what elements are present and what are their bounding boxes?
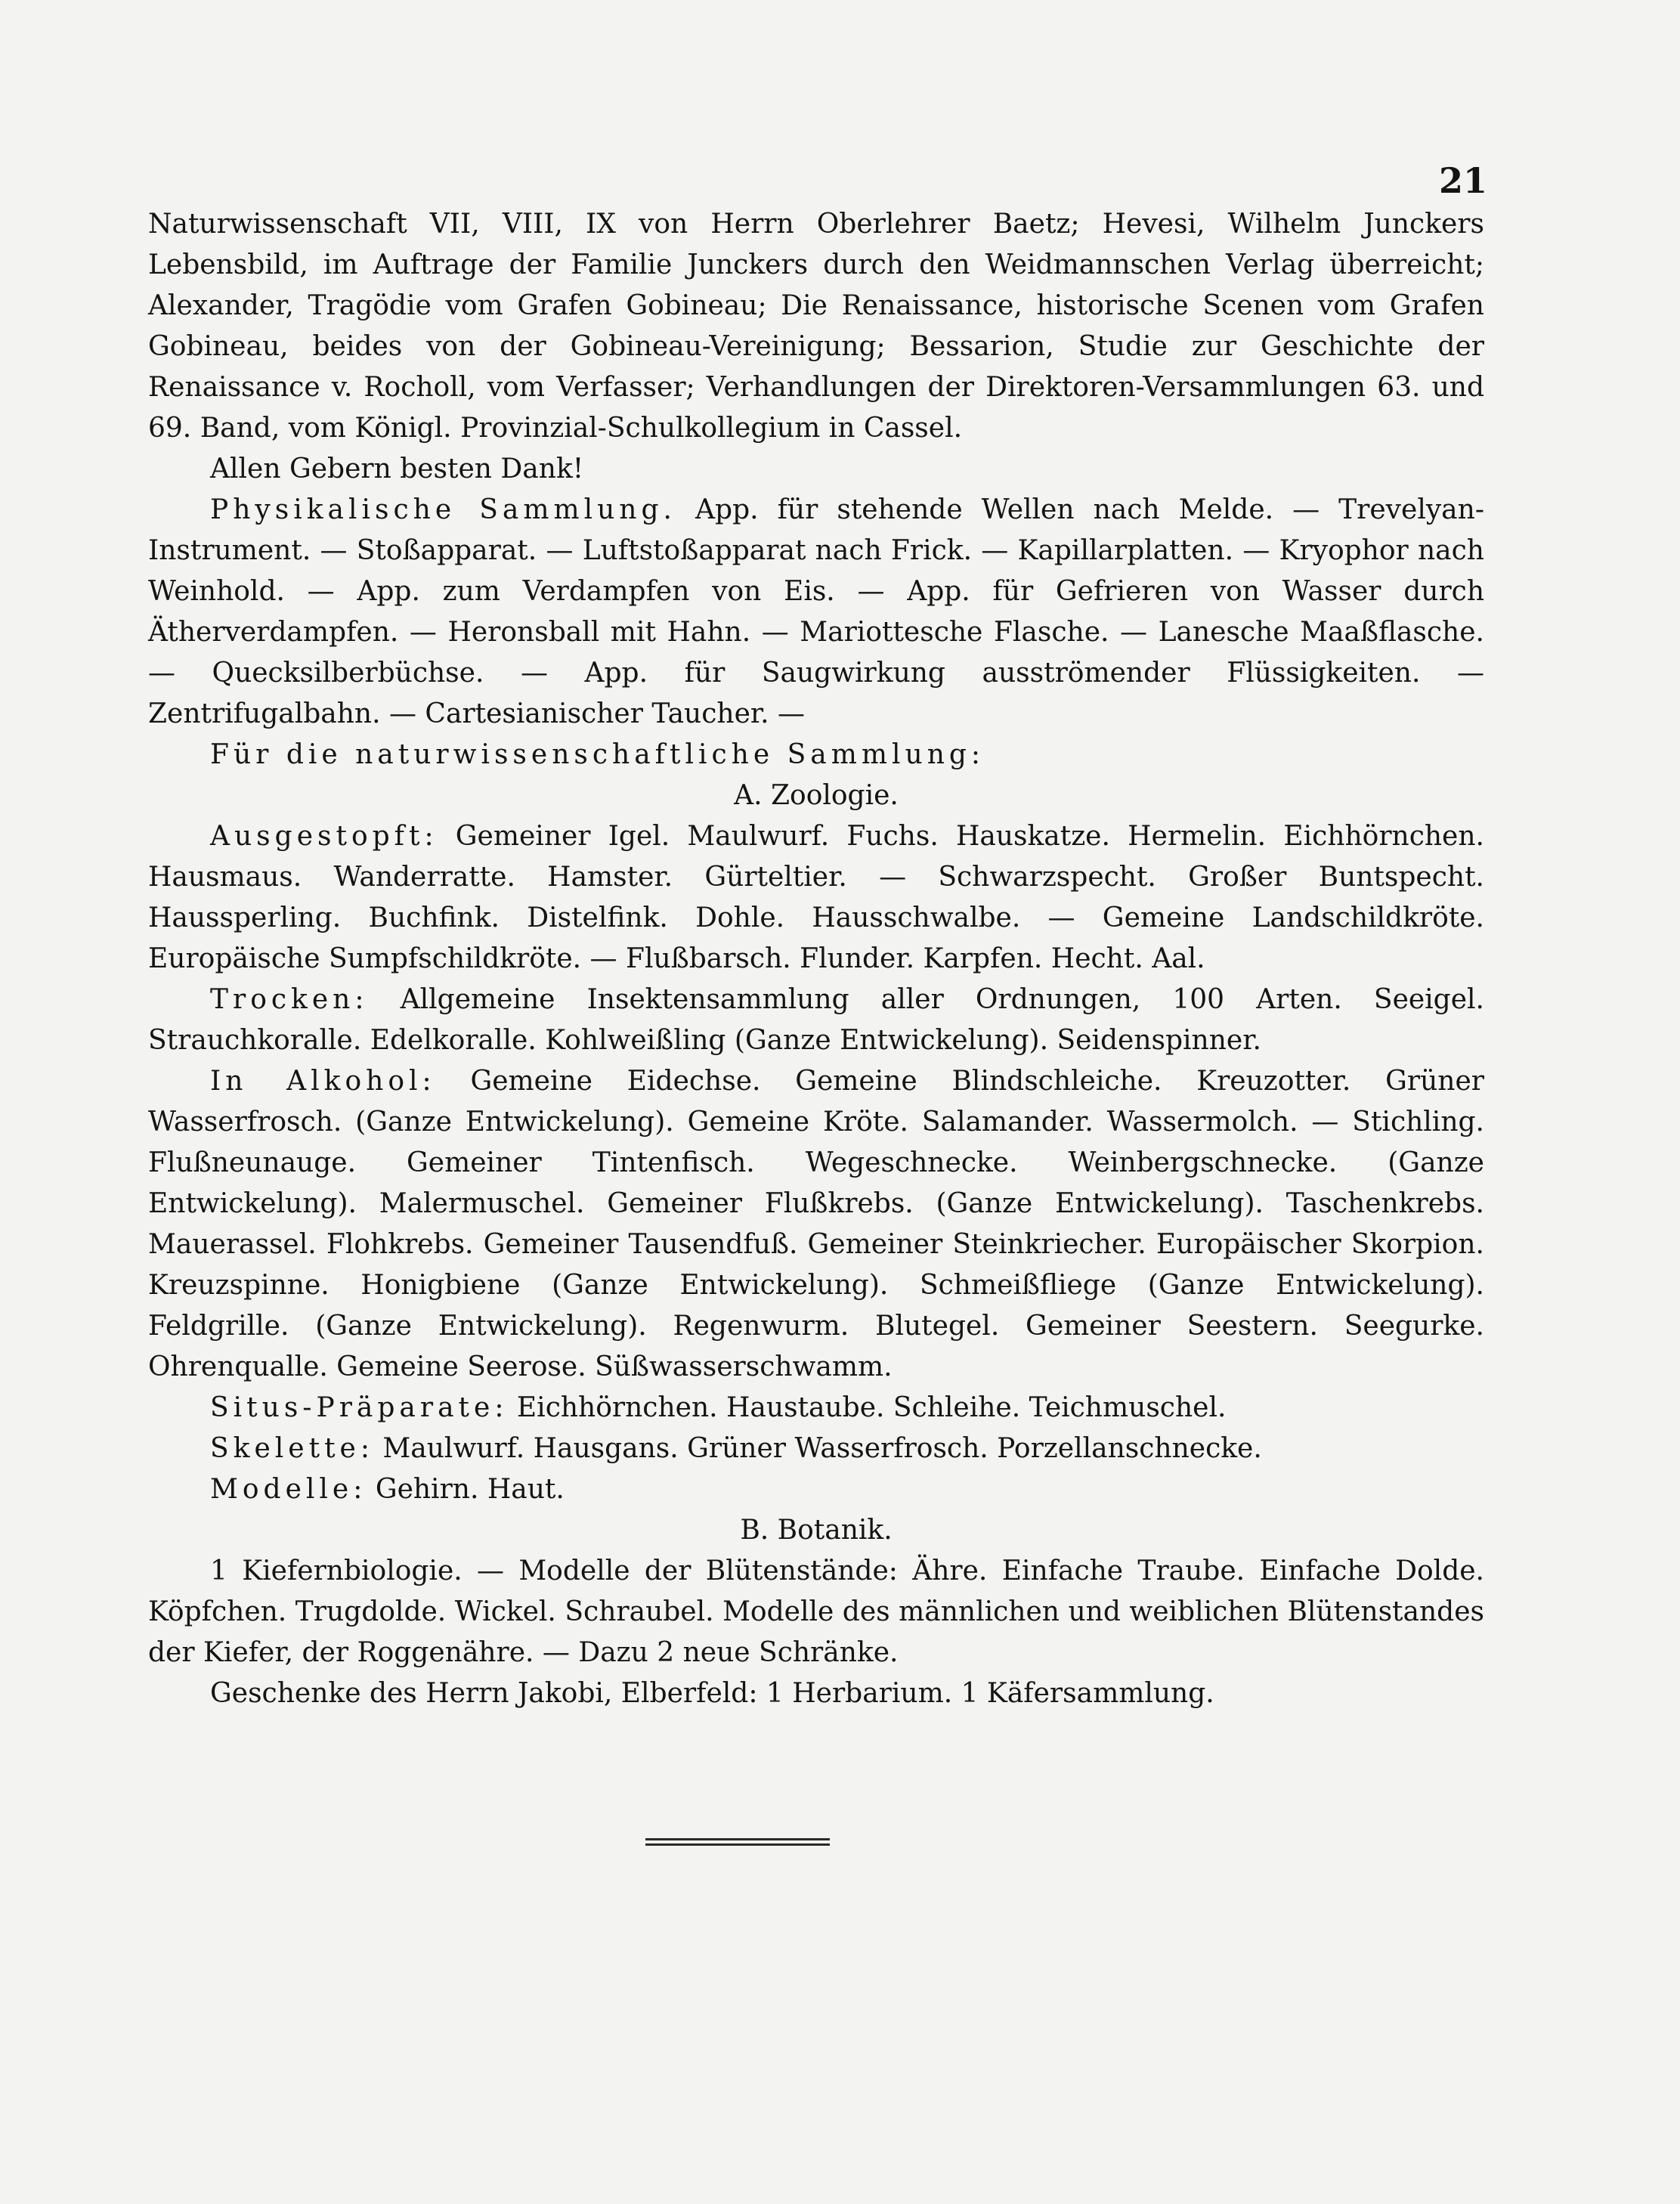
botany-paragraph: 1 Kiefernbiologie. — Modelle der Blütenstände: Ähre. Einfache Traube. Einfache Dolde. Köpfchen. Trugdolde. Wickel. Schraubel. Modelle des männlichen und weiblichen Blütenstandes der Kiefer, der Roggenähre. — Dazu 2 neue Schränke. — [148, 1555, 1484, 1668]
zoology-title: A. Zoologie. — [734, 780, 899, 811]
physics-collection-paragraph — [148, 490, 1484, 735]
end-divider — [645, 1838, 830, 1846]
donations-paragraph: Naturwissenschaft VII, VIII, IX von Herrn Oberlehrer Baetz; Hevesi, Wilhelm Junckers Lebensbild, im Auftrage der Familie Junckers durch den Weidmannschen Verlag überreicht; Alexander, Tragödie vom Grafen Gobineau; Die Renaissance, historische Scenen vom Grafen Gobineau, beides von der Gobineau-Vereinigung; Bessarion, Studie zur Geschichte der Renaissance v. Rocholl, vom Verfasser; Verhandlungen der Direktoren-Versammlungen 63. und 69. Band, vom Königl. Provinzial-Schulkollegium in Cassel. — [148, 209, 1484, 444]
skeletons-paragraph — [148, 1429, 1484, 1469]
models-label: Modelle: — [210, 1474, 367, 1505]
situs-label: Situs-Präparate: — [210, 1392, 509, 1423]
page-number: 21 — [1438, 160, 1487, 201]
physics-collection-heading: Physikalische Sammlung. — [210, 494, 676, 525]
dry-text: Allgemeine Insektensammlung aller Ordnungen, 100 Arten. Seeigel. Strauchkoralle. Edelkoralle. Kohlweißling (Ganze Entwickelung). Seidenspinner. — [148, 984, 1484, 1056]
alcohol-paragraph — [148, 1061, 1484, 1388]
dry-label: Trocken: — [210, 984, 369, 1015]
thanks-line: Allen Gebern besten Dank! — [210, 453, 584, 484]
skeletons-text: Maulwurf. Hausgans. Grüner Wasserfrosch. Porzellanschnecke. — [382, 1433, 1262, 1464]
stuffed-paragraph — [148, 816, 1484, 980]
situs-paragraph — [148, 1388, 1484, 1429]
stuffed-label: Ausgestopft: — [210, 821, 438, 852]
page-body — [148, 204, 1484, 1714]
natural-science-collection-heading: Für die naturwissenschaftliche Sammlung: — [210, 739, 985, 770]
stuffed-text: Gemeiner Igel. Maulwurf. Fuchs. Hauskatze. Hermelin. Eichhörnchen. Hausmaus. Wanderratte. Hamster. Gürteltier. — Schwarzspecht. Großer Buntspecht. Haussperling. Buchfink. Distelfink. Dohle. Hausschwalbe. — Gemeine Landschildkröte. Europäische Sumpfschildkröte. — Flußbarsch. Flunder. Karpfen. Hecht. Aal. — [148, 821, 1484, 974]
gift-paragraph: Geschenke des Herrn Jakobi, Elberfeld: 1 Herbarium. 1 Käfersammlung. — [210, 1678, 1214, 1709]
alcohol-text: Gemeine Eidechse. Gemeine Blindschleiche. Kreuzotter. Grüner Wasserfrosch. (Ganze Entwickelung). Gemeine Kröte. Salamander. Wassermolch. — Stichling. Flußneunauge. Gemeiner Tintenfisch. Wegeschnecke. Weinbergschnecke. (Ganze Entwickelung). Malermuschel. Gemeiner Flußkrebs. (Ganze Entwickelung). Taschenkrebs. Mauerassel. Flohkrebs. Gemeiner Tausendfuß. Gemeiner Steinkriecher. Europäischer Skorpion. Kreuzspinne. Honigbiene (Ganze Entwickelung). Schmeißfliege (Ganze Entwickelung). Feldgrille. (Ganze Entwickelung). Regenwurm. Blutegel. Gemeiner Seestern. Seegurke. Ohrenqualle. Gemeine Seerose. Süßwasserschwamm. — [148, 1066, 1484, 1382]
models-paragraph — [148, 1469, 1484, 1510]
physics-collection-text: App. für stehende Wellen nach Melde. — Trevelyan-Instrument. — Stoßapparat. — Luftstoßapparat nach Frick. — Kapillarplatten. — Kryophor nach Weinhold. — App. zum Verdampfen von Eis. — App. für Gefrieren von Wasser durch Ätherverdampfen. — Heronsball mit Hahn. — Mariottesche Flasche. — Lanesche Maaßflasche. — Quecksilberbüchse. — App. für Saugwirkung ausströmender Flüssigkeiten. — Zentrifugalbahn. — Cartesianischer Taucher. — — [148, 494, 1484, 729]
dry-paragraph — [148, 980, 1484, 1061]
models-text: Gehirn. Haut. — [375, 1474, 565, 1505]
botany-title: B. Botanik. — [740, 1515, 893, 1546]
skeletons-label: Skelette: — [210, 1433, 374, 1464]
alcohol-label: In Alkohol: — [210, 1066, 436, 1097]
situs-text: Eichhörnchen. Haustaube. Schleihe. Teichmuschel. — [516, 1392, 1227, 1423]
